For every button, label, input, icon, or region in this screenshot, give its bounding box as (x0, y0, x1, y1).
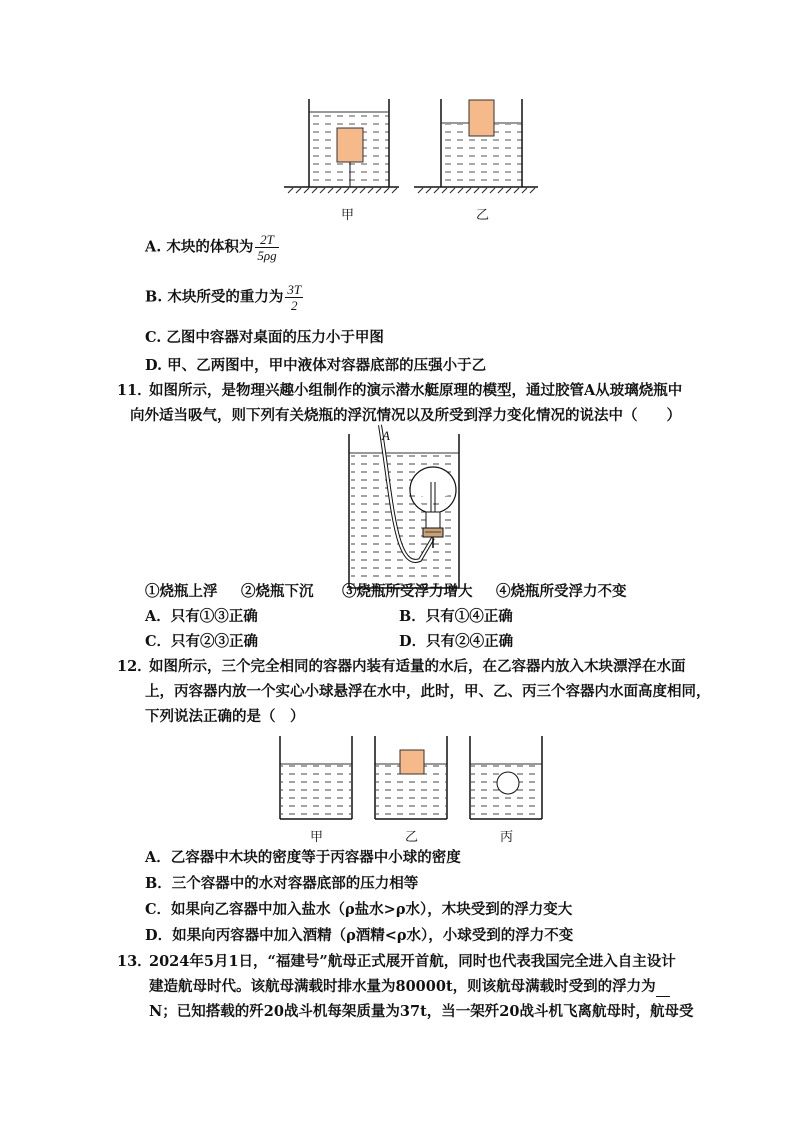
fig-label-jia-2: 甲 (310, 830, 324, 845)
q12-number: 12． (117, 658, 152, 675)
fig-label-yi: 乙 (476, 208, 490, 223)
container-jia (309, 99, 389, 187)
fraction-a: $\frac{2T}{5\rho g}$ (257, 232, 277, 263)
q10-option-d: D. 甲、乙两图中，甲中液体对容器底部的压强小于乙 (145, 357, 487, 374)
fig-label-bing: 丙 (500, 830, 514, 845)
q10-figure (0, 0, 800, 200)
answer-blank[interactable] (656, 982, 670, 997)
q11-option-c: C．只有②③正确 (145, 633, 259, 650)
q11-option-a: A．只有①③正确 (145, 608, 258, 625)
q11-statement-2: ②烧瓶下沉 (241, 583, 314, 600)
fig-label-yi-2: 乙 (405, 830, 419, 845)
q12-stem-line1: 如图所示，三个完全相同的容器内装有适量的水后，在乙容器内放入木块漂浮在水面 (149, 658, 686, 675)
q11-number: 11． (117, 382, 152, 399)
q10-option-b: B. 木块所受的重力为 $\frac{3T}{2}$ (145, 282, 302, 313)
q11-stem-line1: 如图所示，是物理兴趣小组制作的演示潜水艇原理的模型，通过胶管A从玻璃烧瓶中 (149, 382, 683, 399)
fig-label-jia: 甲 (341, 208, 355, 223)
q11-option-b: B．只有①④正确 (399, 608, 513, 625)
q13-stem-line1: 2024年5月1日，“福建号”航母正式展开首航，同时也代表我国完全进入自主设计 (149, 953, 676, 970)
q12-option-a: A．乙容器中木块的密度等于丙容器中小球的密度 (145, 849, 461, 866)
q12-option-b: B．三个容器中的水对容器底部的压力相等 (145, 875, 419, 892)
q10-option-c: C. 乙图中容器对桌面的压力小于甲图 (145, 329, 384, 346)
q12-figure (0, 730, 800, 820)
q13-number: 13． (117, 953, 152, 970)
q12-stem-line2: 上，丙容器内放一个实心小球悬浮在水中，此时，甲、乙、丙三个容器内水面高度相同， (145, 683, 711, 700)
q10-option-a: A. 木块的体积为 $\frac{2T}{5\rho g}$ (145, 232, 277, 263)
q11-option-d: D．只有②④正确 (399, 633, 514, 650)
q12-option-d: D．如果向丙容器中加入酒精（ρ酒精<ρ水），小球受到的浮力不变 (145, 927, 574, 944)
q11-statement-4: ④烧瓶所受浮力不变 (496, 583, 627, 600)
q11-statement-1: ①烧瓶上浮 (145, 583, 218, 600)
q11-figure (0, 420, 800, 590)
q11-statement-3: ③烧瓶所受浮力增大 (342, 583, 473, 600)
q13-stem-line3: N；已知搭载的歼20战斗机每架质量为37t，当一架歼20战斗机飞离航母时，航母受 (149, 1003, 694, 1020)
fraction-b: $\frac{3T}{2}$ (287, 282, 302, 313)
container-yi (441, 99, 522, 187)
tube-label-a: A (382, 428, 390, 443)
q12-option-c: C．如果向乙容器中加入盐水（ρ盐水>ρ水），木块受到的浮力变大 (145, 901, 573, 918)
q11-stem-line2: 向外适当吸气，则下列有关烧瓶的浮沉情况以及所受到浮力变化情况的说法中（ ） (130, 407, 681, 424)
q13-stem-line2: 建造航母时代。该航母满载时排水量为80000t，则该航母满载时受到的浮力为 (149, 977, 670, 997)
q12-stem-line3: 下列说法正确的是（ ） (145, 708, 305, 725)
